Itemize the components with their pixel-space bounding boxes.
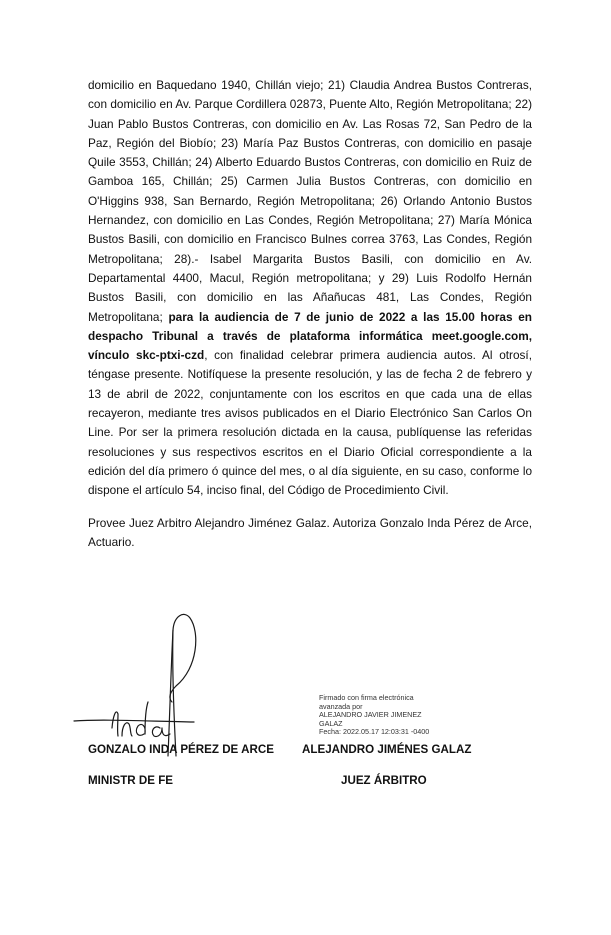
esign-line: Firmado con firma electrónica	[319, 693, 414, 702]
handwritten-signature	[72, 608, 212, 758]
left-signatory-role: MINISTR DE FE	[88, 774, 174, 787]
electronic-signature-stamp	[319, 694, 429, 737]
closing-paragraph: Provee Juez Arbitro Alejandro Jiménez Galaz. Autoriza Gonzalo Inda Pérez de Arce, Actuario.	[88, 515, 532, 549]
esign-line: Fecha: 2022.05.17 12:03:31 -0400	[319, 727, 430, 737]
hearing-details: para la audiencia de 7 de junio de 2022 a las 15.00 horas en despacho Tribunal a través de plataforma informática meet.google.com, vínculo skc-ptxi-czd	[88, 309, 532, 363]
right-signatory-role: JUEZ ÁRBITRO	[341, 774, 427, 787]
main-paragraph-part2: , con finalidad celebrar primera audiencia autos. Al otrosí, téngase presente. Notifíquese la presente resolución, y las de fecha 2 de febrero y 13 de abril de 2022, conjuntamente con los escritos en que cada una de ellas recayeron, mediante tres avisos publicados en el Diario Electrónico San Carlos On Line. Por ser la primera resolución dictada en la causa, publíquense las referidas resoluciones y sus respectivos escritos en el Diario Oficial correspondiente a la edición del día primero ó quince del mes, o al día siguiente, en su caso, conforme lo dispone el artículo 54, inciso final, del Código de Procedimiento Civil.	[88, 348, 532, 498]
main-paragraph-part1: domicilio en Baquedano 1940, Chillán viejo; 21) Claudia Andrea Bustos Contreras, con domicilio en Av. Parque Cordillera 02873, Puente Alto, Región Metropolitana; 22) Juan Pablo Bustos Contreras, con domicilio en Av. Las Rosas 72, San Pedro de la Paz, Región del Biobío; 23) María Paz Bustos Contreras, con domicilio en pasaje Quile 3553, Chillán; 24) Alberto Eduardo Bustos Contreras, con domicilio en Ruiz de Gamboa 165, Chillán; 25) Carmen Julia Bustos Contreras, con domicilio en O'Higgins 938, San Bernardo, Región Metropolitana; 26) Orlando Antonio Bustos Hernandez, con domicilio en Las Condes, Región Metropolitana; 27) María Mónica Bustos Basili, con domicilio en Francisco Bulnes correa 3763, Las Condes, Región Metropolitana; 28).- Isabel Margarita Bustos Basili, con domicilio en Av. Departamental 4400, Macul, Región metropolitana; y 29) Luis Rodolfo Hernán Bustos Basili, con domicilio en las Añañucas 481, Las Condes, Región Metropolitana;	[88, 78, 532, 324]
resolution-body	[88, 76, 532, 552]
right-signatory-name: ALEJANDRO JIMÉNES GALAZ	[302, 743, 472, 756]
esign-line: avanzada por	[319, 701, 363, 711]
esign-line: GALAZ	[319, 718, 343, 728]
main-paragraph	[88, 76, 532, 501]
left-signatory-name: GONZALO INDA PÉREZ DE ARCE	[88, 743, 274, 756]
esign-line: ALEJANDRO JAVIER JIMENEZ	[319, 710, 422, 720]
